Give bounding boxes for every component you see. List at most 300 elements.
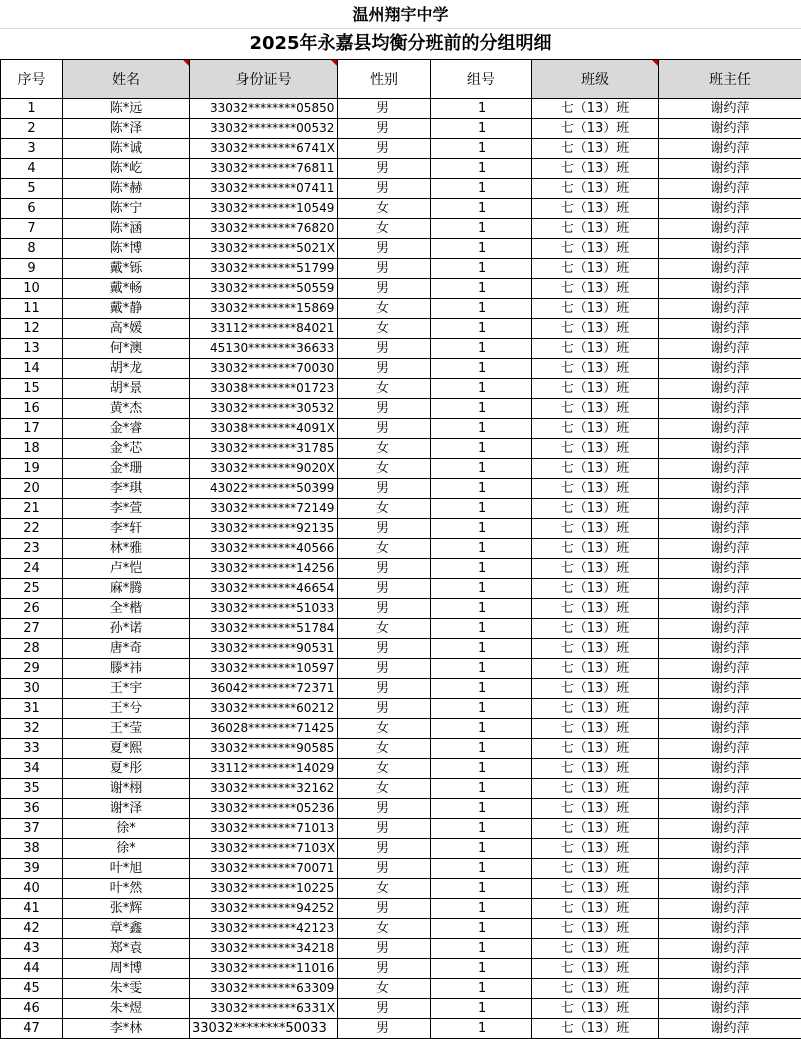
cell-name[interactable]: 李*轩 <box>63 519 190 539</box>
cell-homeroom-teacher[interactable]: 谢约萍 <box>659 479 801 499</box>
cell-homeroom-teacher[interactable]: 谢约萍 <box>659 99 801 119</box>
cell-class[interactable]: 七（13）班 <box>532 519 659 539</box>
cell-class[interactable]: 七（13）班 <box>532 659 659 679</box>
cell-group[interactable]: 1 <box>431 879 532 899</box>
cell-id-number[interactable]: 33032********9020X <box>190 459 338 479</box>
cell-id-number[interactable]: 33032********42123 <box>190 919 338 939</box>
cell-homeroom-teacher[interactable]: 谢约萍 <box>659 139 801 159</box>
cell-class[interactable]: 七（13）班 <box>532 159 659 179</box>
cell-class[interactable]: 七（13）班 <box>532 759 659 779</box>
cell-name[interactable]: 叶*然 <box>63 879 190 899</box>
cell-gender[interactable]: 女 <box>338 979 431 999</box>
cell-name[interactable]: 戴*畅 <box>63 279 190 299</box>
cell-gender[interactable]: 女 <box>338 219 431 239</box>
cell-class[interactable]: 七（13）班 <box>532 479 659 499</box>
cell-name[interactable]: 金*芯 <box>63 439 190 459</box>
cell-group[interactable]: 1 <box>431 679 532 699</box>
cell-group[interactable]: 1 <box>431 99 532 119</box>
cell-index[interactable]: 26 <box>1 599 63 619</box>
cell-id-number[interactable]: 33032********72149 <box>190 499 338 519</box>
cell-group[interactable]: 1 <box>431 819 532 839</box>
cell-group[interactable]: 1 <box>431 739 532 759</box>
cell-id-number[interactable]: 33032********10597 <box>190 659 338 679</box>
cell-homeroom-teacher[interactable]: 谢约萍 <box>659 239 801 259</box>
cell-index[interactable]: 2 <box>1 119 63 139</box>
cell-group[interactable]: 1 <box>431 919 532 939</box>
cell-group[interactable]: 1 <box>431 639 532 659</box>
cell-id-number[interactable]: 36028********71425 <box>190 719 338 739</box>
cell-class[interactable]: 七（13）班 <box>532 419 659 439</box>
cell-index[interactable]: 28 <box>1 639 63 659</box>
cell-index[interactable]: 33 <box>1 739 63 759</box>
cell-gender[interactable]: 男 <box>338 259 431 279</box>
cell-name[interactable]: 陈*泽 <box>63 119 190 139</box>
cell-class[interactable]: 七（13）班 <box>532 599 659 619</box>
cell-name[interactable]: 李*琪 <box>63 479 190 499</box>
cell-index[interactable]: 20 <box>1 479 63 499</box>
cell-id-number[interactable]: 33032********51033 <box>190 599 338 619</box>
cell-name[interactable]: 李*林 <box>63 1019 190 1039</box>
cell-gender[interactable]: 男 <box>338 639 431 659</box>
cell-id-number[interactable]: 45130********36633 <box>190 339 338 359</box>
cell-class[interactable]: 七（13）班 <box>532 899 659 919</box>
cell-id-number[interactable]: 33032********76820 <box>190 219 338 239</box>
cell-id-number[interactable]: 33032********63309 <box>190 979 338 999</box>
cell-id-number[interactable]: 33032********51784 <box>190 619 338 639</box>
cell-name[interactable]: 陈*宁 <box>63 199 190 219</box>
cell-group[interactable]: 1 <box>431 659 532 679</box>
cell-name[interactable]: 陈*博 <box>63 239 190 259</box>
cell-class[interactable]: 七（13）班 <box>532 399 659 419</box>
cell-gender[interactable]: 男 <box>338 279 431 299</box>
cell-homeroom-teacher[interactable]: 谢约萍 <box>659 899 801 919</box>
cell-gender[interactable]: 男 <box>338 839 431 859</box>
cell-homeroom-teacher[interactable]: 谢约萍 <box>659 539 801 559</box>
cell-class[interactable]: 七（13）班 <box>532 839 659 859</box>
cell-class[interactable]: 七（13）班 <box>532 699 659 719</box>
column-header-homeroom-teacher[interactable]: 班主任 <box>659 60 801 99</box>
cell-class[interactable]: 七（13）班 <box>532 99 659 119</box>
cell-gender[interactable]: 女 <box>338 779 431 799</box>
cell-name[interactable]: 孙*诺 <box>63 619 190 639</box>
cell-gender[interactable]: 女 <box>338 759 431 779</box>
cell-homeroom-teacher[interactable]: 谢约萍 <box>659 419 801 439</box>
cell-id-number[interactable]: 33032********31785 <box>190 439 338 459</box>
cell-class[interactable]: 七（13）班 <box>532 799 659 819</box>
cell-name[interactable]: 郑*袁 <box>63 939 190 959</box>
cell-gender[interactable]: 男 <box>338 239 431 259</box>
cell-homeroom-teacher[interactable]: 谢约萍 <box>659 359 801 379</box>
cell-group[interactable]: 1 <box>431 319 532 339</box>
cell-group[interactable]: 1 <box>431 139 532 159</box>
cell-gender[interactable]: 男 <box>338 419 431 439</box>
cell-class[interactable]: 七（13）班 <box>532 879 659 899</box>
cell-class[interactable]: 七（13）班 <box>532 679 659 699</box>
cell-gender[interactable]: 女 <box>338 199 431 219</box>
cell-class[interactable]: 七（13）班 <box>532 359 659 379</box>
cell-homeroom-teacher[interactable]: 谢约萍 <box>659 259 801 279</box>
cell-id-number[interactable]: 33032********70030 <box>190 359 338 379</box>
cell-group[interactable]: 1 <box>431 1019 532 1039</box>
cell-class[interactable]: 七（13）班 <box>532 119 659 139</box>
cell-class[interactable]: 七（13）班 <box>532 139 659 159</box>
cell-index[interactable]: 41 <box>1 899 63 919</box>
cell-id-number[interactable]: 33032********70071 <box>190 859 338 879</box>
cell-index[interactable]: 16 <box>1 399 63 419</box>
cell-index[interactable]: 17 <box>1 419 63 439</box>
cell-name[interactable]: 陈*赫 <box>63 179 190 199</box>
cell-name[interactable]: 陈*诚 <box>63 139 190 159</box>
cell-id-number[interactable]: 33032********14256 <box>190 559 338 579</box>
cell-index[interactable]: 35 <box>1 779 63 799</box>
cell-index[interactable]: 32 <box>1 719 63 739</box>
cell-id-number[interactable]: 33032********76811 <box>190 159 338 179</box>
cell-index[interactable]: 47 <box>1 1019 63 1039</box>
cell-name[interactable]: 李*萱 <box>63 499 190 519</box>
cell-homeroom-teacher[interactable]: 谢约萍 <box>659 959 801 979</box>
cell-index[interactable]: 23 <box>1 539 63 559</box>
cell-group[interactable]: 1 <box>431 959 532 979</box>
cell-gender[interactable]: 男 <box>338 99 431 119</box>
cell-index[interactable]: 30 <box>1 679 63 699</box>
cell-id-number[interactable]: 33032********51799 <box>190 259 338 279</box>
cell-id-number[interactable]: 33032********07411 <box>190 179 338 199</box>
cell-gender[interactable]: 男 <box>338 339 431 359</box>
cell-index[interactable]: 15 <box>1 379 63 399</box>
cell-homeroom-teacher[interactable]: 谢约萍 <box>659 199 801 219</box>
cell-index[interactable]: 4 <box>1 159 63 179</box>
cell-homeroom-teacher[interactable]: 谢约萍 <box>659 1019 801 1039</box>
cell-class[interactable]: 七（13）班 <box>532 619 659 639</box>
cell-index[interactable]: 7 <box>1 219 63 239</box>
cell-id-number[interactable]: 33032********71013 <box>190 819 338 839</box>
cell-index[interactable]: 11 <box>1 299 63 319</box>
cell-id-number[interactable]: 33112********14029 <box>190 759 338 779</box>
cell-gender[interactable]: 男 <box>338 819 431 839</box>
cell-name[interactable]: 林*雅 <box>63 539 190 559</box>
cell-gender[interactable]: 男 <box>338 799 431 819</box>
cell-index[interactable]: 43 <box>1 939 63 959</box>
cell-index[interactable]: 10 <box>1 279 63 299</box>
cell-id-number[interactable]: 33038********01723 <box>190 379 338 399</box>
cell-name[interactable]: 陈*远 <box>63 99 190 119</box>
cell-name[interactable]: 周*博 <box>63 959 190 979</box>
cell-index[interactable]: 37 <box>1 819 63 839</box>
cell-group[interactable]: 1 <box>431 499 532 519</box>
cell-homeroom-teacher[interactable]: 谢约萍 <box>659 739 801 759</box>
cell-gender[interactable]: 女 <box>338 919 431 939</box>
cell-gender[interactable]: 男 <box>338 659 431 679</box>
cell-gender[interactable]: 男 <box>338 139 431 159</box>
cell-id-number[interactable]: 33032********92135 <box>190 519 338 539</box>
cell-gender[interactable]: 男 <box>338 179 431 199</box>
cell-index[interactable]: 36 <box>1 799 63 819</box>
cell-id-number[interactable]: 33032********50033 <box>190 1019 338 1039</box>
cell-gender[interactable]: 男 <box>338 119 431 139</box>
cell-group[interactable]: 1 <box>431 999 532 1019</box>
cell-homeroom-teacher[interactable]: 谢约萍 <box>659 759 801 779</box>
cell-gender[interactable]: 男 <box>338 359 431 379</box>
cell-gender[interactable]: 女 <box>338 299 431 319</box>
cell-name[interactable]: 张*辉 <box>63 899 190 919</box>
cell-gender[interactable]: 男 <box>338 679 431 699</box>
cell-homeroom-teacher[interactable]: 谢约萍 <box>659 579 801 599</box>
cell-gender[interactable]: 男 <box>338 519 431 539</box>
cell-class[interactable]: 七（13）班 <box>532 459 659 479</box>
cell-name[interactable]: 谢*泽 <box>63 799 190 819</box>
cell-gender[interactable]: 男 <box>338 959 431 979</box>
cell-id-number[interactable]: 33032********11016 <box>190 959 338 979</box>
cell-name[interactable]: 谢*栩 <box>63 779 190 799</box>
cell-class[interactable]: 七（13）班 <box>532 999 659 1019</box>
cell-index[interactable]: 5 <box>1 179 63 199</box>
cell-homeroom-teacher[interactable]: 谢约萍 <box>659 639 801 659</box>
cell-name[interactable]: 徐* <box>63 839 190 859</box>
cell-id-number[interactable]: 33032********05850 <box>190 99 338 119</box>
cell-index[interactable]: 22 <box>1 519 63 539</box>
cell-index[interactable]: 39 <box>1 859 63 879</box>
cell-id-number[interactable]: 36042********72371 <box>190 679 338 699</box>
cell-index[interactable]: 24 <box>1 559 63 579</box>
cell-class[interactable]: 七（13）班 <box>532 939 659 959</box>
cell-gender[interactable]: 女 <box>338 619 431 639</box>
cell-gender[interactable]: 男 <box>338 1019 431 1039</box>
cell-group[interactable]: 1 <box>431 359 532 379</box>
cell-homeroom-teacher[interactable]: 谢约萍 <box>659 219 801 239</box>
cell-name[interactable]: 黄*杰 <box>63 399 190 419</box>
cell-id-number[interactable]: 33112********84021 <box>190 319 338 339</box>
cell-group[interactable]: 1 <box>431 119 532 139</box>
cell-name[interactable]: 王*兮 <box>63 699 190 719</box>
cell-gender[interactable]: 男 <box>338 939 431 959</box>
cell-homeroom-teacher[interactable]: 谢约萍 <box>659 879 801 899</box>
cell-gender[interactable]: 男 <box>338 579 431 599</box>
cell-gender[interactable]: 男 <box>338 599 431 619</box>
cell-homeroom-teacher[interactable]: 谢约萍 <box>659 399 801 419</box>
cell-name[interactable]: 陈*涵 <box>63 219 190 239</box>
cell-name[interactable]: 胡*景 <box>63 379 190 399</box>
cell-class[interactable]: 七（13）班 <box>532 219 659 239</box>
cell-id-number[interactable]: 33032********46654 <box>190 579 338 599</box>
cell-group[interactable]: 1 <box>431 339 532 359</box>
cell-name[interactable]: 叶*旭 <box>63 859 190 879</box>
cell-homeroom-teacher[interactable]: 谢约萍 <box>659 459 801 479</box>
cell-index[interactable]: 1 <box>1 99 63 119</box>
cell-group[interactable]: 1 <box>431 559 532 579</box>
cell-index[interactable]: 13 <box>1 339 63 359</box>
cell-name[interactable]: 戴*铄 <box>63 259 190 279</box>
cell-group[interactable]: 1 <box>431 299 532 319</box>
cell-homeroom-teacher[interactable]: 谢约萍 <box>659 559 801 579</box>
cell-class[interactable]: 七（13）班 <box>532 579 659 599</box>
cell-gender[interactable]: 女 <box>338 379 431 399</box>
cell-homeroom-teacher[interactable]: 谢约萍 <box>659 279 801 299</box>
cell-id-number[interactable]: 33032********15869 <box>190 299 338 319</box>
cell-name[interactable]: 金*珊 <box>63 459 190 479</box>
column-header-group[interactable]: 组号 <box>431 60 532 99</box>
cell-class[interactable]: 七（13）班 <box>532 779 659 799</box>
cell-index[interactable]: 18 <box>1 439 63 459</box>
cell-homeroom-teacher[interactable]: 谢约萍 <box>659 159 801 179</box>
cell-homeroom-teacher[interactable]: 谢约萍 <box>659 719 801 739</box>
cell-group[interactable]: 1 <box>431 519 532 539</box>
cell-group[interactable]: 1 <box>431 379 532 399</box>
cell-homeroom-teacher[interactable]: 谢约萍 <box>659 939 801 959</box>
cell-homeroom-teacher[interactable]: 谢约萍 <box>659 179 801 199</box>
cell-homeroom-teacher[interactable]: 谢约萍 <box>659 299 801 319</box>
cell-homeroom-teacher[interactable]: 谢约萍 <box>659 319 801 339</box>
cell-gender[interactable]: 女 <box>338 879 431 899</box>
cell-gender[interactable]: 男 <box>338 159 431 179</box>
cell-group[interactable]: 1 <box>431 199 532 219</box>
cell-homeroom-teacher[interactable]: 谢约萍 <box>659 999 801 1019</box>
cell-name[interactable]: 徐* <box>63 819 190 839</box>
column-header-id-number[interactable]: 身份证号 <box>190 60 338 99</box>
cell-class[interactable]: 七（13）班 <box>532 499 659 519</box>
cell-class[interactable]: 七（13）班 <box>532 1019 659 1039</box>
cell-group[interactable]: 1 <box>431 899 532 919</box>
cell-class[interactable]: 七（13）班 <box>532 979 659 999</box>
cell-id-number[interactable]: 33032********90585 <box>190 739 338 759</box>
column-header-gender[interactable]: 性别 <box>338 60 431 99</box>
cell-homeroom-teacher[interactable]: 谢约萍 <box>659 979 801 999</box>
cell-index[interactable]: 40 <box>1 879 63 899</box>
cell-index[interactable]: 6 <box>1 199 63 219</box>
cell-homeroom-teacher[interactable]: 谢约萍 <box>659 799 801 819</box>
cell-id-number[interactable]: 33032********50559 <box>190 279 338 299</box>
cell-id-number[interactable]: 33038********4091X <box>190 419 338 439</box>
cell-group[interactable]: 1 <box>431 579 532 599</box>
cell-class[interactable]: 七（13）班 <box>532 919 659 939</box>
column-header-name[interactable]: 姓名 <box>63 60 190 99</box>
cell-class[interactable]: 七（13）班 <box>532 959 659 979</box>
cell-id-number[interactable]: 33032********40566 <box>190 539 338 559</box>
cell-name[interactable]: 陈*屹 <box>63 159 190 179</box>
cell-name[interactable]: 何*澳 <box>63 339 190 359</box>
cell-homeroom-teacher[interactable]: 谢约萍 <box>659 819 801 839</box>
cell-gender[interactable]: 男 <box>338 699 431 719</box>
cell-index[interactable]: 8 <box>1 239 63 259</box>
cell-name[interactable]: 麻*腾 <box>63 579 190 599</box>
cell-gender[interactable]: 男 <box>338 399 431 419</box>
cell-group[interactable]: 1 <box>431 179 532 199</box>
cell-gender[interactable]: 男 <box>338 999 431 1019</box>
cell-index[interactable]: 27 <box>1 619 63 639</box>
cell-group[interactable]: 1 <box>431 419 532 439</box>
cell-class[interactable]: 七（13）班 <box>532 819 659 839</box>
column-header-index[interactable]: 序号 <box>1 60 63 99</box>
cell-name[interactable]: 戴*静 <box>63 299 190 319</box>
cell-class[interactable]: 七（13）班 <box>532 259 659 279</box>
cell-index[interactable]: 21 <box>1 499 63 519</box>
cell-class[interactable]: 七（13）班 <box>532 239 659 259</box>
cell-group[interactable]: 1 <box>431 799 532 819</box>
cell-id-number[interactable]: 33032********32162 <box>190 779 338 799</box>
cell-gender[interactable]: 女 <box>338 439 431 459</box>
cell-index[interactable]: 45 <box>1 979 63 999</box>
cell-index[interactable]: 42 <box>1 919 63 939</box>
cell-id-number[interactable]: 33032********94252 <box>190 899 338 919</box>
cell-gender[interactable]: 男 <box>338 559 431 579</box>
cell-group[interactable]: 1 <box>431 759 532 779</box>
cell-index[interactable]: 14 <box>1 359 63 379</box>
cell-homeroom-teacher[interactable]: 谢约萍 <box>659 499 801 519</box>
cell-homeroom-teacher[interactable]: 谢约萍 <box>659 919 801 939</box>
cell-name[interactable]: 章*鑫 <box>63 919 190 939</box>
cell-class[interactable]: 七（13）班 <box>532 319 659 339</box>
cell-name[interactable]: 高*媛 <box>63 319 190 339</box>
cell-homeroom-teacher[interactable]: 谢约萍 <box>659 519 801 539</box>
cell-class[interactable]: 七（13）班 <box>532 719 659 739</box>
cell-id-number[interactable]: 43022********50399 <box>190 479 338 499</box>
cell-group[interactable]: 1 <box>431 719 532 739</box>
cell-name[interactable]: 唐*奇 <box>63 639 190 659</box>
cell-name[interactable]: 金*睿 <box>63 419 190 439</box>
cell-class[interactable]: 七（13）班 <box>532 179 659 199</box>
cell-gender[interactable]: 男 <box>338 859 431 879</box>
cell-class[interactable]: 七（13）班 <box>532 379 659 399</box>
cell-class[interactable]: 七（13）班 <box>532 279 659 299</box>
cell-class[interactable]: 七（13）班 <box>532 639 659 659</box>
cell-index[interactable]: 34 <box>1 759 63 779</box>
cell-homeroom-teacher[interactable]: 谢约萍 <box>659 599 801 619</box>
cell-id-number[interactable]: 33032********10225 <box>190 879 338 899</box>
cell-group[interactable]: 1 <box>431 239 532 259</box>
cell-group[interactable]: 1 <box>431 539 532 559</box>
cell-name[interactable]: 卢*恺 <box>63 559 190 579</box>
cell-id-number[interactable]: 33032********7103X <box>190 839 338 859</box>
cell-homeroom-teacher[interactable]: 谢约萍 <box>659 619 801 639</box>
cell-id-number[interactable]: 33032********10549 <box>190 199 338 219</box>
cell-homeroom-teacher[interactable]: 谢约萍 <box>659 859 801 879</box>
cell-class[interactable]: 七（13）班 <box>532 739 659 759</box>
cell-name[interactable]: 全*楷 <box>63 599 190 619</box>
cell-index[interactable]: 46 <box>1 999 63 1019</box>
cell-homeroom-teacher[interactable]: 谢约萍 <box>659 379 801 399</box>
cell-group[interactable]: 1 <box>431 939 532 959</box>
cell-homeroom-teacher[interactable]: 谢约萍 <box>659 699 801 719</box>
cell-index[interactable]: 19 <box>1 459 63 479</box>
cell-group[interactable]: 1 <box>431 599 532 619</box>
cell-gender[interactable]: 男 <box>338 479 431 499</box>
cell-homeroom-teacher[interactable]: 谢约萍 <box>659 119 801 139</box>
cell-gender[interactable]: 女 <box>338 539 431 559</box>
cell-name[interactable]: 朱*雯 <box>63 979 190 999</box>
cell-index[interactable]: 44 <box>1 959 63 979</box>
cell-homeroom-teacher[interactable]: 谢约萍 <box>659 779 801 799</box>
cell-group[interactable]: 1 <box>431 699 532 719</box>
cell-name[interactable]: 王*莹 <box>63 719 190 739</box>
cell-id-number[interactable]: 33032********90531 <box>190 639 338 659</box>
cell-group[interactable]: 1 <box>431 839 532 859</box>
cell-id-number[interactable]: 33032********6331X <box>190 999 338 1019</box>
cell-group[interactable]: 1 <box>431 279 532 299</box>
cell-homeroom-teacher[interactable]: 谢约萍 <box>659 679 801 699</box>
cell-index[interactable]: 9 <box>1 259 63 279</box>
cell-group[interactable]: 1 <box>431 459 532 479</box>
cell-gender[interactable]: 女 <box>338 319 431 339</box>
cell-class[interactable]: 七（13）班 <box>532 539 659 559</box>
cell-gender[interactable]: 女 <box>338 459 431 479</box>
cell-name[interactable]: 朱*煜 <box>63 999 190 1019</box>
cell-id-number[interactable]: 33032********6741X <box>190 139 338 159</box>
cell-group[interactable]: 1 <box>431 399 532 419</box>
cell-group[interactable]: 1 <box>431 779 532 799</box>
cell-class[interactable]: 七（13）班 <box>532 559 659 579</box>
cell-name[interactable]: 胡*龙 <box>63 359 190 379</box>
cell-class[interactable]: 七（13）班 <box>532 339 659 359</box>
cell-group[interactable]: 1 <box>431 159 532 179</box>
